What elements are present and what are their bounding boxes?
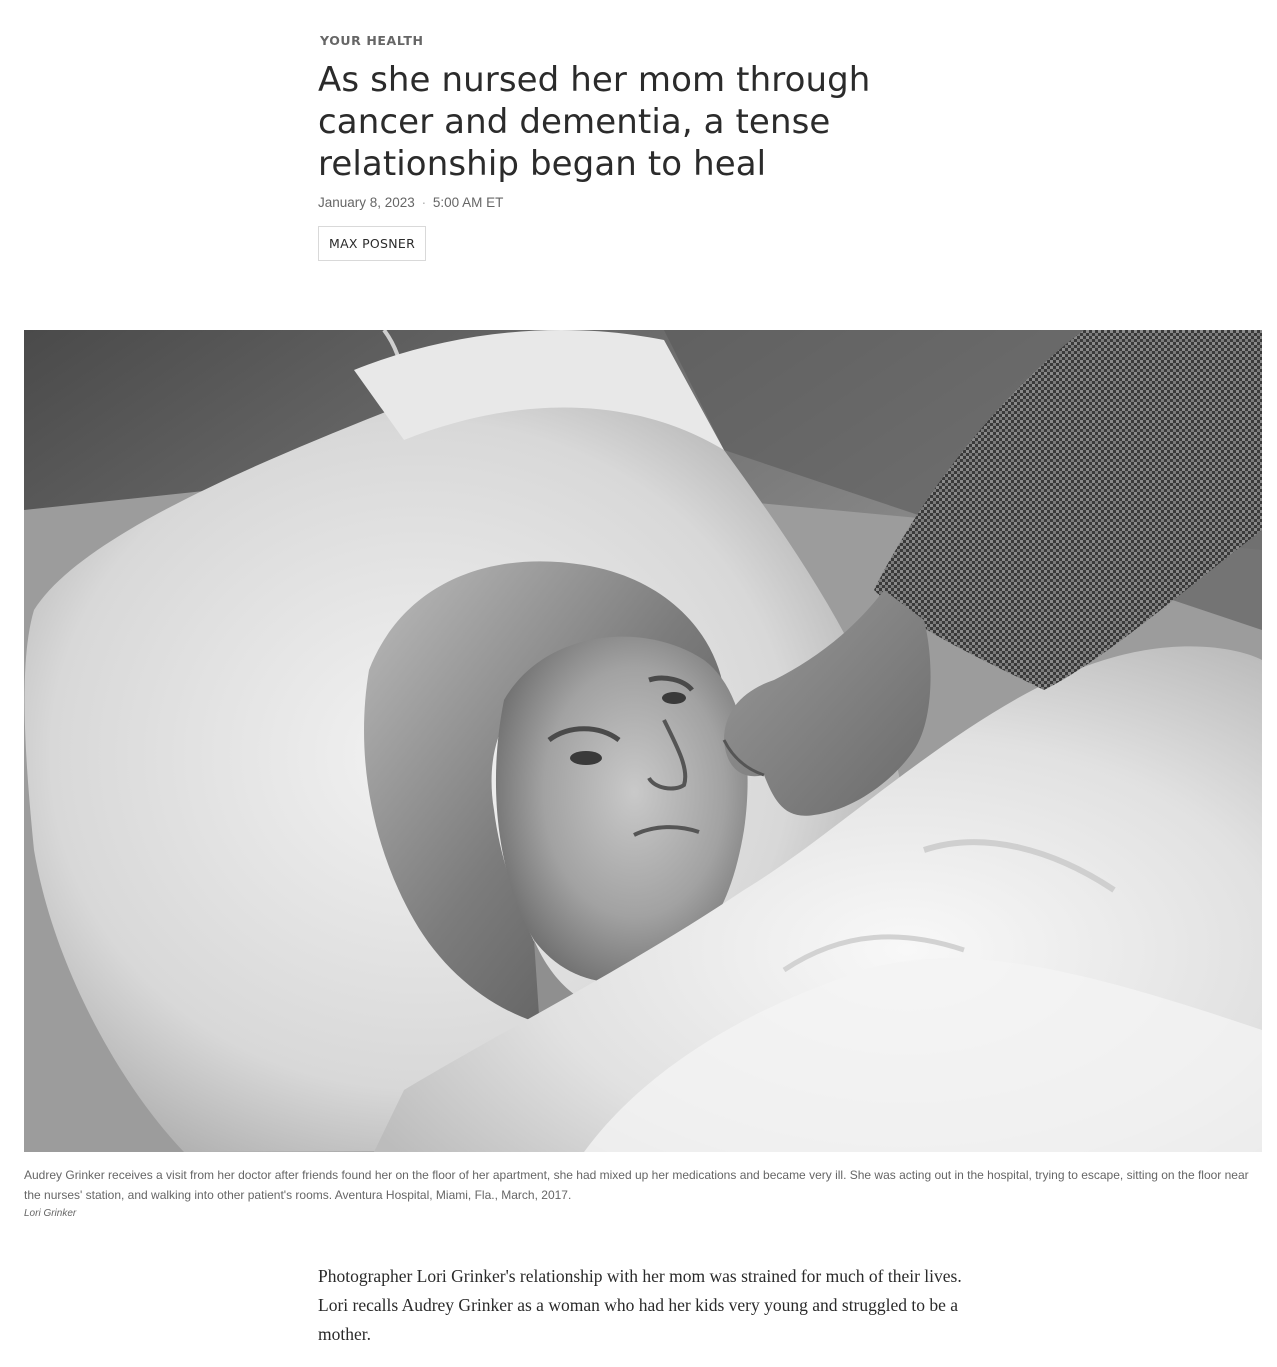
photo-credit: Lori Grinker xyxy=(24,1208,77,1219)
article-header xyxy=(318,32,978,261)
hospital-bed-photo-image xyxy=(24,330,1262,1152)
author-byline-button[interactable]: MAX POSNER xyxy=(318,226,426,261)
publish-time: 5:00 AM ET xyxy=(432,195,504,210)
lead-photo[interactable] xyxy=(24,330,1262,1152)
date-separator: · xyxy=(421,195,427,210)
dateline xyxy=(318,195,978,210)
article-paragraph: Photographer Lori Grinker's relationship with her mom was strained for much of their lives. Lori recalls Audrey Grinker as a woman who had her kids very young and struggled to be a mother. xyxy=(318,1266,962,1344)
section-link[interactable]: YOUR HEALTH xyxy=(320,33,424,48)
photo-caption: Audrey Grinker receives a visit from her doctor after friends found her on the floor of her apartment, she had mixed up her medications and became very ill. She was acting out in the hospital, trying to escape, sitting on the floor near the nurses' station, and walking into other patient's rooms. Aventura Hospital, Miami, Fla., March, 2017. xyxy=(24,1168,1249,1202)
article-headline: As she nursed her mom through cancer and dementia, a tense relationship began to heal xyxy=(318,60,871,184)
publish-date: January 8, 2023 xyxy=(318,195,415,210)
